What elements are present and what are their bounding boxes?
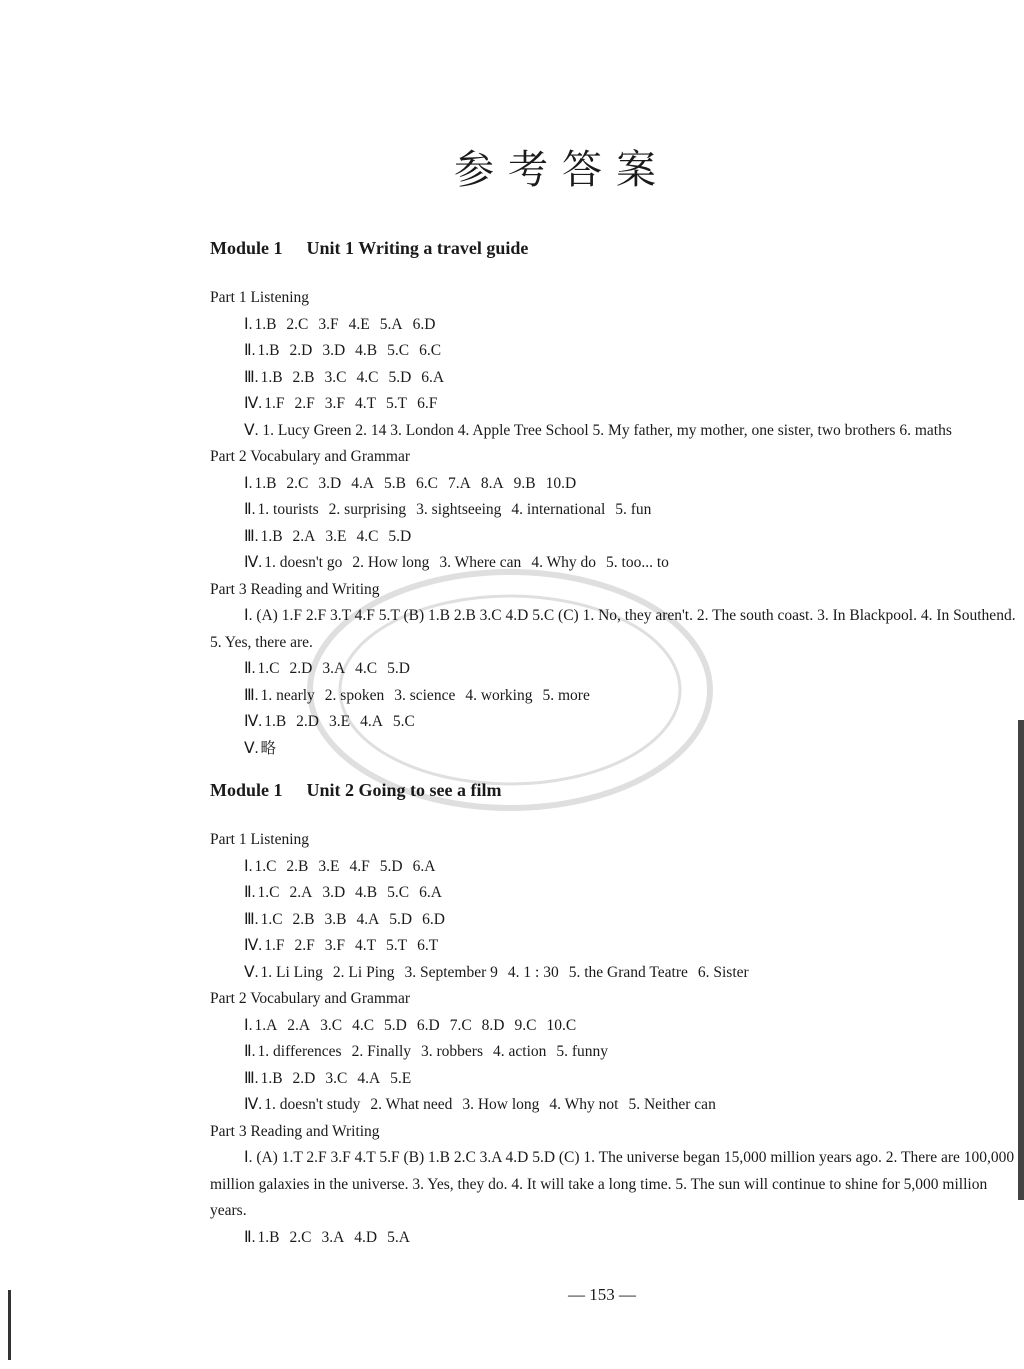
answer-item: 4.A — [356, 910, 380, 928]
answer-item: 4.C — [355, 660, 378, 677]
answer-item: 9.B — [513, 474, 536, 492]
answer-paragraph: Ⅰ. (A) 1.F 2.F 3.T 4.F 5.T (B) 1.B 2.B 3.C 4.D 5.C (C) 1. No, they aren't. 2. The south coast. 3. In Blackpool. 4. In Southend. 5. Yes, there are. — [210, 607, 1016, 651]
roman-numeral: Ⅲ. — [244, 686, 259, 704]
answer-row — [210, 1092, 1022, 1119]
part-heading: Part 2 Vocabulary and Grammar — [210, 990, 411, 1007]
answer-row — [210, 312, 1022, 339]
answer-item: 6.D — [422, 910, 445, 928]
module-label: Module 1 — [210, 780, 283, 800]
answer-item: 5.T — [386, 937, 408, 954]
answer-item: 1.C — [257, 660, 280, 677]
part-heading: Part 3 Reading and Writing — [210, 1122, 380, 1140]
section-spacer — [210, 762, 1022, 774]
answer-item: 1.B — [260, 1069, 283, 1087]
answer-item: 1.B — [260, 527, 283, 545]
answer-row — [210, 391, 1022, 418]
answer-item: 2.C — [286, 315, 309, 333]
answer-item: 5.C — [392, 713, 415, 730]
page-number: — 153 — — [568, 1285, 636, 1304]
answer-item: 5.D — [379, 857, 403, 875]
roman-numeral: Ⅲ. — [244, 527, 259, 545]
answer-row — [210, 736, 1022, 763]
answer-item: 1.A — [254, 1016, 278, 1034]
answer-row — [210, 1066, 1022, 1093]
answer-item: 2.D — [292, 1069, 316, 1087]
answer-item: 4.A — [357, 1069, 381, 1087]
answer-row — [210, 854, 1022, 881]
answer-item: 7.A — [447, 474, 471, 492]
answer-item: 3. Where can — [439, 554, 522, 571]
answer-item: 1.C — [257, 884, 280, 901]
part-heading: Part 1 Listening — [210, 289, 310, 306]
roman-numeral: Ⅳ. — [244, 395, 263, 412]
answer-item: 8.A — [480, 474, 504, 492]
answer-item: 5.A — [387, 1228, 410, 1246]
answer-item: 3.D — [322, 884, 346, 901]
answer-row — [210, 709, 1022, 736]
answer-item: 4.B — [355, 884, 378, 901]
roman-numeral: Ⅴ. — [244, 739, 259, 757]
roman-numeral: Ⅱ. — [244, 884, 256, 901]
answer-item: 9.C — [514, 1016, 537, 1034]
answer-item: 2.F — [294, 395, 315, 412]
roman-numeral: Ⅳ. — [244, 937, 263, 954]
roman-numeral: Ⅰ. — [244, 315, 253, 333]
answer-item: 2.C — [289, 1228, 312, 1246]
page-title: 参考答案 — [454, 147, 670, 193]
answer-item: 1.C — [260, 910, 283, 928]
answer-row — [210, 960, 1022, 987]
answer-item: 6. Sister — [697, 963, 749, 981]
part-heading: Part 1 Listening — [210, 831, 310, 848]
answer-item: 3. September 9 — [404, 963, 498, 981]
answer-row — [210, 338, 1022, 365]
answer-row — [210, 907, 1022, 934]
answer-row — [210, 550, 1022, 577]
answer-item: 6.A — [412, 857, 436, 875]
answer-row — [210, 1013, 1022, 1040]
answer-item: 5. more — [542, 686, 590, 704]
answer-item: 2. Li Ping — [332, 963, 395, 981]
answer-item: 2. Finally — [351, 1043, 411, 1060]
answer-item: 4. Why do — [531, 554, 597, 571]
answer-item: 2.A — [287, 1016, 311, 1034]
answer-item: 3.C — [325, 1069, 348, 1087]
answer-item: 1. doesn't go — [264, 554, 343, 571]
answer-row — [210, 1225, 1022, 1252]
answer-item: 1. doesn't study — [264, 1096, 361, 1113]
answer-item: 3.F — [324, 395, 345, 412]
scan-edge-shadow — [1018, 720, 1024, 1200]
answer-item: 3.F — [324, 937, 345, 954]
answer-row — [210, 524, 1022, 551]
answer-item: 4.E — [348, 315, 370, 333]
answer-item: 4. working — [465, 686, 533, 704]
roman-numeral: Ⅳ. — [244, 713, 263, 730]
part-heading: Part 2 Vocabulary and Grammar — [210, 448, 411, 465]
answer-item: 1. differences — [257, 1043, 342, 1060]
roman-numeral: Ⅱ. — [244, 342, 256, 359]
answer-row — [210, 365, 1022, 392]
answer-item: 3.C — [324, 368, 347, 386]
answer-item: 6.A — [419, 884, 442, 901]
answer-item: 5.B — [384, 474, 407, 492]
answer-row — [210, 683, 1022, 710]
answer-item: 2.A — [292, 527, 316, 545]
answer-row — [210, 656, 1022, 683]
answer-item: 3.A — [322, 660, 346, 677]
answer-item: 2.D — [289, 660, 313, 677]
answer-item: 6.T — [417, 937, 439, 954]
answer-item: 5. funny — [556, 1043, 609, 1060]
answer-item: 2.B — [292, 368, 315, 386]
answer-item: 5. Neither can — [628, 1096, 716, 1113]
answer-item: 6.C — [416, 474, 438, 492]
answer-item: 2. How long — [352, 554, 430, 571]
answer-item: 5. the Grand Teatre — [568, 963, 688, 981]
answer-item: 4.T — [354, 395, 377, 412]
answer-item: 5.E — [390, 1069, 412, 1087]
answer-item: 5.D — [384, 1016, 407, 1034]
answer-item: 1. Li Ling — [260, 963, 323, 981]
answer-item: 3.F — [318, 315, 339, 333]
answer-item: 2.A — [289, 884, 313, 901]
answer-item: 2.D — [296, 713, 319, 730]
roman-numeral: Ⅰ. — [244, 474, 253, 492]
roman-numeral: Ⅳ. — [244, 1096, 263, 1113]
answer-item: 2.D — [289, 342, 313, 359]
answer-item: 5.A — [379, 315, 403, 333]
part-heading: Part 3 Reading and Writing — [210, 580, 380, 598]
unit-title: Unit 2 Going to see a film — [306, 780, 502, 800]
answer-item: 6.C — [419, 342, 442, 359]
unit-title: Unit 1 Writing a travel guide — [306, 238, 529, 258]
answer-item: 4.T — [354, 937, 377, 954]
answer-item: 4.A — [360, 713, 383, 730]
answer-item: 4. international — [511, 501, 606, 518]
answer-item: 2. surprising — [328, 501, 407, 518]
answer-item: 3.C — [320, 1016, 343, 1034]
answer-item: 2. spoken — [324, 686, 385, 704]
answer-item: 4. Why not — [549, 1096, 619, 1113]
roman-numeral: Ⅱ. — [244, 501, 256, 518]
roman-numeral: Ⅰ. — [244, 857, 253, 875]
answer-item: 3. How long — [462, 1096, 540, 1113]
answer-item: 3. sightseeing — [416, 501, 502, 518]
roman-numeral: Ⅲ. — [244, 910, 259, 928]
roman-numeral: Ⅴ. — [244, 963, 259, 981]
answer-item: 3.E — [328, 713, 351, 730]
answer-item: 3. science — [394, 686, 456, 704]
answer-item: 2.F — [294, 937, 315, 954]
answer-item: 3.D — [322, 342, 346, 359]
answer-item: 4.C — [356, 368, 379, 386]
answer-item: 10.C — [546, 1016, 577, 1034]
module-label: Module 1 — [210, 238, 283, 258]
answer-item: 5.D — [388, 527, 412, 545]
answer-item: 3.B — [324, 910, 347, 928]
answer-item: 2.C — [286, 474, 309, 492]
roman-numeral: Ⅱ. — [244, 1043, 256, 1060]
answer-item: 4.C — [356, 527, 379, 545]
answer-item: 4.F — [349, 857, 370, 875]
answer-item: 4.C — [352, 1016, 375, 1034]
answer-item: 1.F — [264, 937, 285, 954]
answer-item: 3.D — [318, 474, 342, 492]
answer-item: 6.D — [416, 1016, 440, 1034]
answer-row — [210, 933, 1022, 960]
answer-item: 2.B — [292, 910, 315, 928]
answer-paragraph: Ⅰ. (A) 1.T 2.F 3.F 4.T 5.F (B) 1.B 2.C 3.A 4.D 5.D (C) 1. The universe began 15,000 million years ago. 2. There are 100,000 million galaxies in the universe. 3. Yes, they do. 4. It will take a long time. 5. The sun will continue to shine for 5,000 million years. — [210, 1149, 1015, 1219]
roman-numeral: Ⅱ. — [244, 660, 256, 677]
answer-item: 5.D — [387, 660, 410, 677]
answer-item: 5.C — [387, 342, 410, 359]
answer-item: 1.B — [260, 368, 283, 386]
answer-item: 1.B — [257, 1228, 280, 1246]
answer-item: 7.C — [449, 1016, 472, 1034]
answer-item: 3. robbers — [421, 1043, 483, 1060]
answer-item: 4. action — [493, 1043, 547, 1060]
answer-item: 4.A — [351, 474, 375, 492]
roman-numeral: Ⅰ. — [244, 1016, 253, 1034]
answer-paragraph: Ⅴ. 1. Lucy Green 2. 14 3. London 4. Apple Tree School 5. My father, my mother, one sister, two brothers 6. maths — [244, 421, 952, 439]
answer-item: 5.D — [389, 910, 413, 928]
answer-item: 8.D — [481, 1016, 505, 1034]
answer-item: 1.F — [264, 395, 285, 412]
answer-row — [210, 497, 1022, 524]
roman-numeral: Ⅲ. — [244, 1069, 259, 1087]
answer-row — [210, 1039, 1022, 1066]
answer-item: 6.F — [417, 395, 438, 412]
answer-item: 4. 1 : 30 — [507, 963, 559, 981]
answer-item: 5. fun — [615, 501, 652, 518]
answer-item: 6.D — [412, 315, 436, 333]
answer-item: 1.B — [254, 474, 277, 492]
answer-item: 5. too... to — [606, 554, 669, 571]
answer-item: 3.E — [325, 527, 347, 545]
answer-item: 3.E — [318, 857, 340, 875]
answer-item: 5.T — [386, 395, 408, 412]
answer-item: 1. nearly — [260, 686, 315, 704]
answer-row — [210, 471, 1022, 498]
answer-item: 2.B — [286, 857, 309, 875]
answer-item: 5.D — [388, 368, 412, 386]
roman-numeral: Ⅱ. — [244, 1228, 256, 1246]
answer-item: 2. What need — [370, 1096, 453, 1113]
answer-item: 1.B — [254, 315, 277, 333]
answer-item: 1.B — [257, 342, 280, 359]
answer-item: 1.B — [264, 713, 287, 730]
module-heading — [210, 780, 1022, 801]
answer-item: 10.D — [545, 474, 577, 492]
module-heading — [210, 238, 1022, 259]
answer-item: 1.C — [254, 857, 277, 875]
answer-item: 3.A — [321, 1228, 345, 1246]
answer-item: 5.C — [387, 884, 410, 901]
roman-numeral: Ⅲ. — [244, 368, 259, 386]
roman-numeral: Ⅳ. — [244, 554, 263, 571]
answer-content — [210, 232, 1022, 1251]
answer-row — [210, 880, 1022, 907]
answer-item: 6.A — [421, 368, 445, 386]
answer-item: 略 — [260, 739, 276, 757]
answer-item: 4.B — [355, 342, 378, 359]
answer-item: 1. tourists — [257, 501, 319, 518]
answer-item: 4.D — [354, 1228, 378, 1246]
